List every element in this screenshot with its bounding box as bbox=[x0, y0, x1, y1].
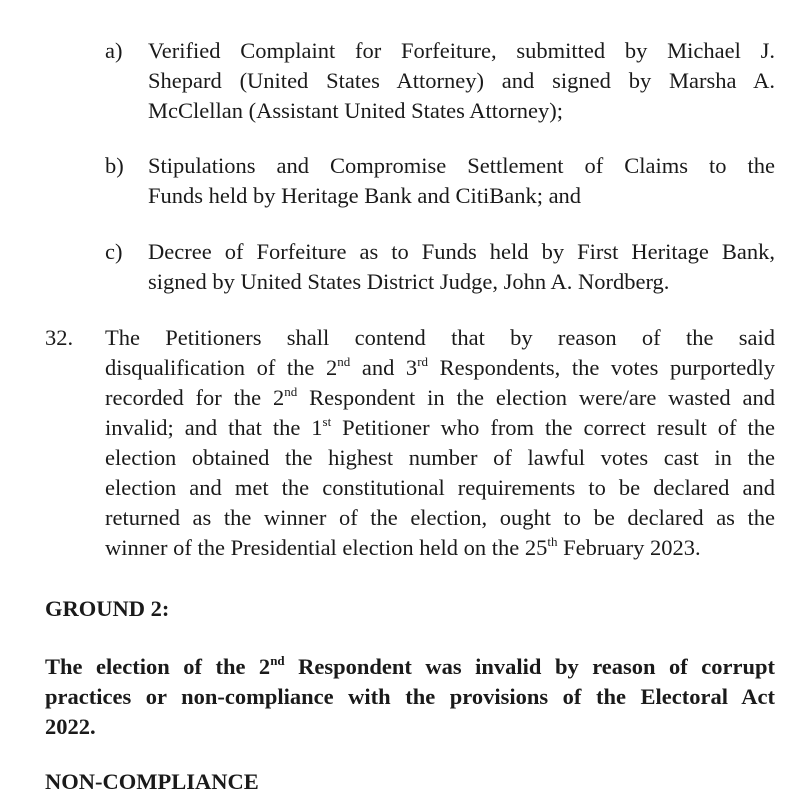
text-line: winner of the Presidential election held on the 25th February 2023. bbox=[105, 533, 701, 560]
text-line: The Petitioners shall contend that by reason of the said bbox=[105, 325, 775, 350]
ground-heading: GROUND 2: bbox=[45, 596, 170, 621]
text-line: election obtained the highest number of lawful votes cast in the bbox=[105, 445, 775, 470]
text-line: McClellan (Assistant United States Attorney); bbox=[148, 98, 563, 123]
text-line: Stipulations and Compromise Settlement of Claims to the bbox=[148, 153, 775, 178]
paragraph-32 bbox=[45, 323, 775, 563]
list-item-c bbox=[105, 237, 775, 297]
paragraph-number: 32. bbox=[45, 325, 74, 350]
text-line: signed by United States District Judge, John A. Nordberg. bbox=[148, 269, 670, 294]
item-label: c) bbox=[105, 239, 123, 264]
list-item-a bbox=[105, 36, 775, 126]
text-line: Funds held by Heritage Bank and CitiBank; and bbox=[148, 183, 582, 208]
text-line: election and met the constitutional requirements to be declared and bbox=[105, 475, 775, 500]
ground-statement bbox=[45, 652, 775, 742]
text-line: recorded for the 2nd Respondent in the election were/are wasted and bbox=[105, 383, 775, 410]
item-text bbox=[148, 151, 775, 211]
section-heading: NON-COMPLIANCE bbox=[45, 769, 259, 794]
list-item-b bbox=[105, 151, 775, 211]
text-line: Verified Complaint for Forfeiture, submitted by Michael J. bbox=[148, 38, 775, 63]
paragraph-text bbox=[105, 323, 775, 563]
item-text bbox=[148, 36, 775, 126]
text-line: 2022. bbox=[45, 714, 96, 739]
item-text bbox=[148, 237, 775, 297]
text-line: Shepard (United States Attorney) and signed by Marsha A. bbox=[148, 68, 775, 93]
item-label: a) bbox=[105, 38, 123, 63]
text-line: invalid; and that the 1st Petitioner who from the correct result of the bbox=[105, 413, 775, 440]
item-label: b) bbox=[105, 153, 124, 178]
text-line: returned as the winner of the election, ought to be declared as the bbox=[105, 505, 775, 530]
text-line: disqualification of the 2nd and 3rd Respondents, the votes purportedly bbox=[105, 353, 775, 380]
text-line: Decree of Forfeiture as to Funds held by First Heritage Bank, bbox=[148, 239, 775, 264]
text-line: The election of the 2nd Respondent was invalid by reason of corrupt bbox=[45, 652, 775, 679]
text-line: practices or non-compliance with the provisions of the Electoral Act bbox=[45, 684, 775, 709]
